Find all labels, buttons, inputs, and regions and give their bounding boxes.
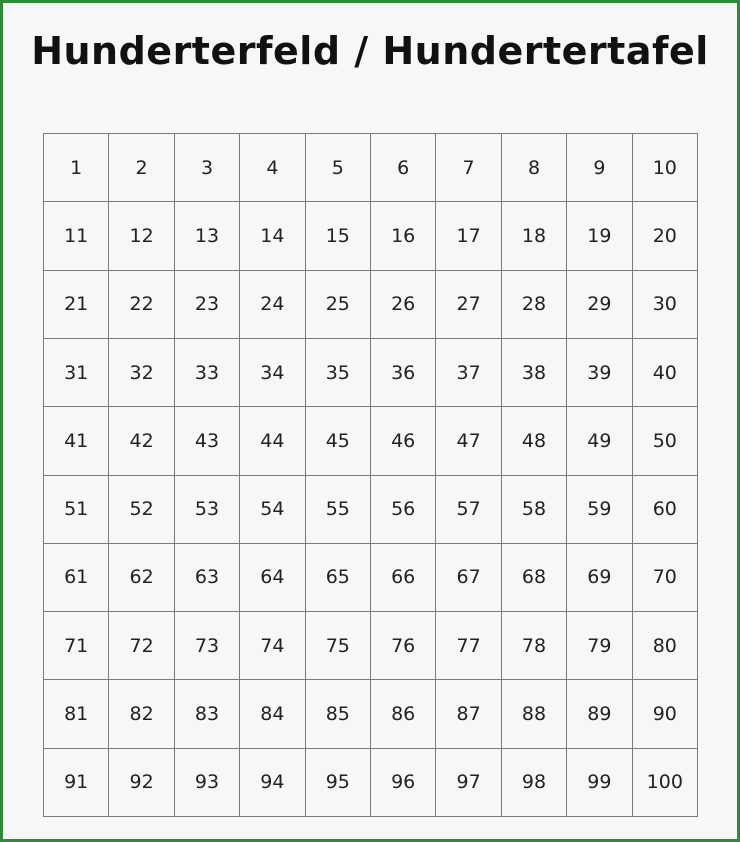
- table-cell: 89: [567, 680, 632, 748]
- table-cell: 95: [306, 749, 371, 817]
- table-cell: 49: [567, 407, 632, 475]
- table-cell: 18: [502, 202, 567, 270]
- table-cell: 1: [44, 134, 109, 202]
- table-cell: 45: [306, 407, 371, 475]
- table-cell: 77: [436, 612, 501, 680]
- table-cell: 57: [436, 476, 501, 544]
- table-cell: 4: [240, 134, 305, 202]
- table-cell: 56: [371, 476, 436, 544]
- table-cell: 42: [109, 407, 174, 475]
- table-cell: 16: [371, 202, 436, 270]
- table-cell: 5: [306, 134, 371, 202]
- table-cell: 67: [436, 544, 501, 612]
- table-cell: 62: [109, 544, 174, 612]
- table-cell: 72: [109, 612, 174, 680]
- table-cell: 53: [175, 476, 240, 544]
- table-cell: 33: [175, 339, 240, 407]
- table-cell: 96: [371, 749, 436, 817]
- table-cell: 93: [175, 749, 240, 817]
- table-cell: 78: [502, 612, 567, 680]
- table-cell: 15: [306, 202, 371, 270]
- table-cell: 63: [175, 544, 240, 612]
- table-cell: 40: [633, 339, 698, 407]
- table-cell: 80: [633, 612, 698, 680]
- table-cell: 97: [436, 749, 501, 817]
- table-cell: 94: [240, 749, 305, 817]
- table-cell: 100: [633, 749, 698, 817]
- table-cell: 88: [502, 680, 567, 748]
- table-cell: 81: [44, 680, 109, 748]
- table-cell: 59: [567, 476, 632, 544]
- table-cell: 19: [567, 202, 632, 270]
- table-cell: 23: [175, 271, 240, 339]
- table-cell: 29: [567, 271, 632, 339]
- table-cell: 69: [567, 544, 632, 612]
- table-cell: 76: [371, 612, 436, 680]
- table-cell: 34: [240, 339, 305, 407]
- table-cell: 17: [436, 202, 501, 270]
- table-cell: 48: [502, 407, 567, 475]
- table-cell: 46: [371, 407, 436, 475]
- table-cell: 90: [633, 680, 698, 748]
- table-cell: 11: [44, 202, 109, 270]
- hundred-chart-grid: [43, 133, 698, 817]
- table-cell: 98: [502, 749, 567, 817]
- table-cell: 82: [109, 680, 174, 748]
- table-cell: 86: [371, 680, 436, 748]
- table-cell: 31: [44, 339, 109, 407]
- table-cell: 64: [240, 544, 305, 612]
- table-cell: 51: [44, 476, 109, 544]
- table-cell: 36: [371, 339, 436, 407]
- table-cell: 25: [306, 271, 371, 339]
- table-cell: 75: [306, 612, 371, 680]
- table-cell: 8: [502, 134, 567, 202]
- table-cell: 71: [44, 612, 109, 680]
- table-cell: 28: [502, 271, 567, 339]
- table-cell: 41: [44, 407, 109, 475]
- table-cell: 91: [44, 749, 109, 817]
- table-cell: 24: [240, 271, 305, 339]
- table-cell: 84: [240, 680, 305, 748]
- table-cell: 6: [371, 134, 436, 202]
- table-cell: 70: [633, 544, 698, 612]
- page-title: Hunderterfeld / Hundertertafel: [31, 29, 709, 73]
- table-cell: 87: [436, 680, 501, 748]
- table-cell: 14: [240, 202, 305, 270]
- table-cell: 47: [436, 407, 501, 475]
- table-cell: 60: [633, 476, 698, 544]
- table-cell: 27: [436, 271, 501, 339]
- table-cell: 21: [44, 271, 109, 339]
- table-cell: 73: [175, 612, 240, 680]
- table-cell: 79: [567, 612, 632, 680]
- table-cell: 3: [175, 134, 240, 202]
- table-cell: 2: [109, 134, 174, 202]
- table-cell: 38: [502, 339, 567, 407]
- table-cell: 26: [371, 271, 436, 339]
- table-cell: 83: [175, 680, 240, 748]
- table-cell: 61: [44, 544, 109, 612]
- table-cell: 35: [306, 339, 371, 407]
- table-cell: 44: [240, 407, 305, 475]
- table-cell: 43: [175, 407, 240, 475]
- table-cell: 55: [306, 476, 371, 544]
- table-cell: 22: [109, 271, 174, 339]
- table-cell: 7: [436, 134, 501, 202]
- table-cell: 13: [175, 202, 240, 270]
- table-cell: 92: [109, 749, 174, 817]
- table-cell: 20: [633, 202, 698, 270]
- table-cell: 52: [109, 476, 174, 544]
- table-cell: 9: [567, 134, 632, 202]
- table-cell: 10: [633, 134, 698, 202]
- table-cell: 66: [371, 544, 436, 612]
- table-cell: 85: [306, 680, 371, 748]
- table-cell: 32: [109, 339, 174, 407]
- table-cell: 99: [567, 749, 632, 817]
- table-cell: 68: [502, 544, 567, 612]
- table-cell: 30: [633, 271, 698, 339]
- table-cell: 12: [109, 202, 174, 270]
- table-cell: 54: [240, 476, 305, 544]
- table-cell: 50: [633, 407, 698, 475]
- table-cell: 58: [502, 476, 567, 544]
- table-cell: 39: [567, 339, 632, 407]
- table-cell: 37: [436, 339, 501, 407]
- table-cell: 65: [306, 544, 371, 612]
- table-cell: 74: [240, 612, 305, 680]
